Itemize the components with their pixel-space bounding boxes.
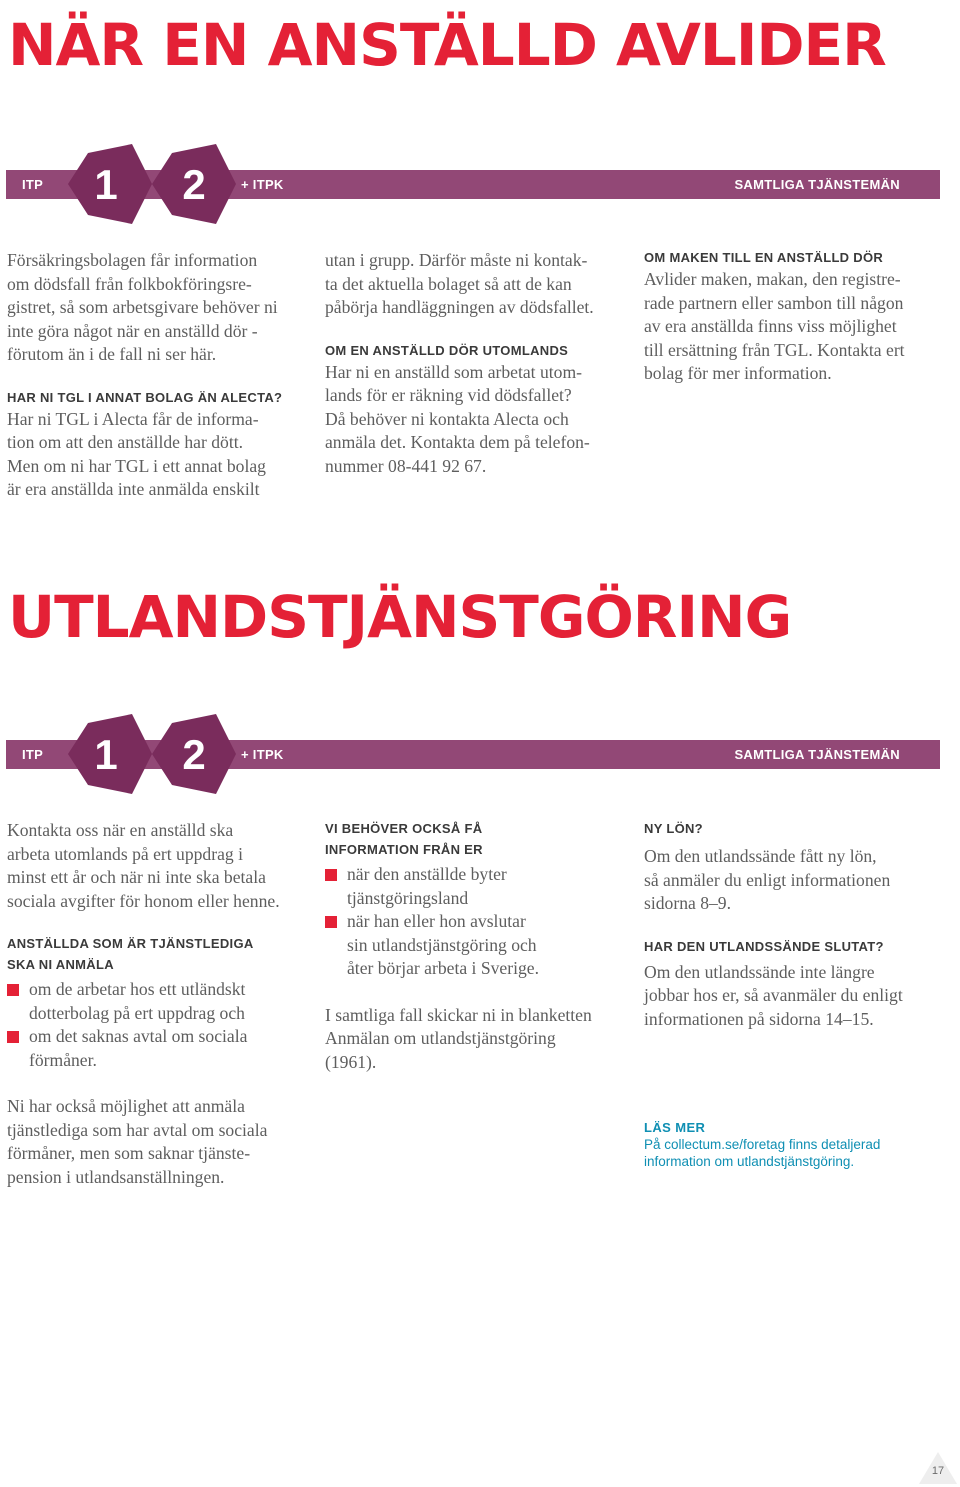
plan-bar xyxy=(6,731,940,778)
hexagon-1-number: 1 xyxy=(94,731,118,778)
subheading: HAR NI TGL I ANNAT BOLAG ÄN ALECTA? xyxy=(7,389,283,405)
paragraph-line: gistret, så som arbetsgivare behöver ni xyxy=(7,297,278,317)
paragraph-line: minst ett år och när ni inte ska betala xyxy=(7,867,266,887)
bullet-line: förmåner. xyxy=(29,1049,97,1070)
bar-itp-label: ITP xyxy=(22,177,44,192)
paragraph-line: förmåner, men som saknar tjänste- xyxy=(7,1143,251,1163)
paragraph-line: sidorna 8–9. xyxy=(644,893,731,913)
paragraph-line: anmäla det. Kontakta dem på telefon- xyxy=(325,432,590,452)
paragraph-line: Om den utlandssände fått ny lön, xyxy=(644,846,877,866)
paragraph-line: tion om att den anställde har dött. xyxy=(7,432,243,452)
paragraph-line: ta det aktuella bolaget så att de kan xyxy=(325,273,572,294)
bullet-item xyxy=(7,1025,312,1072)
paragraph-line: I samtliga fall skickar ni in blanketten xyxy=(325,1004,592,1025)
paragraph-line: Då behöver ni kontakta Alecta och xyxy=(325,408,569,429)
bar-audience-label: SAMTLIGA TJÄNSTEMÄN xyxy=(734,177,900,192)
paragraph-line: om dödsfall från folkbokföringsre- xyxy=(7,273,252,294)
paragraph-line: sociala avgifter för honom eller henne. xyxy=(7,890,280,911)
paragraph-line: informationen på sidorna 14–15. xyxy=(644,1008,874,1029)
subheading: NY LÖN? xyxy=(644,821,703,836)
s2-column-1 xyxy=(7,819,312,1189)
paragraph-line: Kontakta oss när en anställd ska xyxy=(7,820,234,840)
paragraph-line: Ni har också möjlighet att anmäla xyxy=(7,1096,245,1116)
bullet-item xyxy=(325,910,630,981)
page-number: 17 xyxy=(931,1465,945,1477)
section-title-utlandstjanstgoring: UTLANDSTJÄNSTGÖRING xyxy=(8,583,792,651)
paragraph-line: bolag för mer information. xyxy=(644,363,832,383)
bullet-item xyxy=(325,863,630,910)
paragraph-line: (1961). xyxy=(325,1051,377,1072)
paragraph-line: nummer 08-441 92 67. xyxy=(325,455,487,476)
subheading: SKA NI ANMÄLA xyxy=(7,957,114,972)
page-number-badge xyxy=(917,1450,959,1486)
paragraph-line: arbeta utomlands på ert uppdrag i xyxy=(7,843,243,864)
hexagon-badges xyxy=(62,144,242,224)
paragraph-line: Försäkringsbolagen får information xyxy=(7,250,258,270)
subheading: VI BEHÖVER OCKSÅ FÅ xyxy=(325,821,483,836)
bullet-line: dotterbolag på ert uppdrag och xyxy=(29,1002,245,1023)
hexagon-2-number: 2 xyxy=(182,731,206,778)
bullet-line: när den anställde byter xyxy=(347,864,507,884)
paragraph-line: Har ni TGL i Alecta får de informa- xyxy=(7,408,259,429)
paragraph-line: Men om ni har TGL i ett annat bolag xyxy=(7,455,266,476)
s1-column-2 xyxy=(325,249,625,478)
subheading: HAR DEN UTLANDSSÄNDE SLUTAT? xyxy=(644,938,884,954)
bullet-square-icon xyxy=(325,916,337,928)
paragraph-line: Om den utlandssände inte längre xyxy=(644,961,875,982)
hexagon-badges xyxy=(62,714,242,794)
paragraph-line: tjänstlediga som har avtal om sociala xyxy=(7,1119,268,1140)
paragraph-line: inte göra något när en anställd dör - xyxy=(7,320,258,341)
bar-itpk-label: + ITPK xyxy=(241,747,284,762)
s1-column-3 xyxy=(644,247,944,386)
bullet-line: om det saknas avtal om sociala xyxy=(29,1026,248,1046)
paragraph-line: påbörja handläggningen av dödsfallet. xyxy=(325,297,594,317)
paragraph-line: lands för er räkning vid dödsfallet? xyxy=(325,385,572,405)
paragraph-line: till ersättning från TGL. Kontakta ert xyxy=(644,339,905,360)
paragraph-line: av era anställda finns viss möjlighet xyxy=(644,316,897,336)
bullet-square-icon xyxy=(325,869,337,881)
bar-audience-label: SAMTLIGA TJÄNSTEMÄN xyxy=(734,747,900,762)
subheading: OM MAKEN TILL EN ANSTÄLLD DÖR xyxy=(644,250,884,265)
paragraph-line: förutom än i de fall ni ser här. xyxy=(7,344,217,364)
s1-column-1 xyxy=(7,249,307,502)
read-more-line: information om utlandstjänstgöring. xyxy=(644,1154,855,1169)
bullet-line: när han eller hon avslutar xyxy=(347,911,526,931)
bullet-line: åter börjar arbeta i Sverige. xyxy=(347,958,539,978)
bullet-item xyxy=(7,978,312,1025)
subheading: ANSTÄLLDA SOM ÄR TJÄNSTLEDIGA xyxy=(7,936,254,951)
read-more-link[interactable]: På collectum.se/foretag finns detaljerad xyxy=(644,1137,881,1152)
bullet-square-icon xyxy=(7,1031,19,1043)
bar-itpk-label: + ITPK xyxy=(241,177,284,192)
subheading: OM EN ANSTÄLLD DÖR UTOMLANDS xyxy=(325,342,569,358)
paragraph-line: rade partnern eller sambon till någon xyxy=(644,292,904,313)
paragraph-line: utan i grupp. Därför måste ni kontak- xyxy=(325,250,588,270)
paragraph-line: så anmäler du enligt informationen xyxy=(644,869,891,890)
paragraph-line: är era anställda inte anmälda enskilt xyxy=(7,479,260,499)
read-more-box xyxy=(644,1119,944,1170)
bullet-line: sin utlandstjänstgöring och xyxy=(347,934,537,955)
paragraph-line: Anmälan om utlandstjänstgöring xyxy=(325,1028,556,1048)
section-title-avlider: NÄR EN ANSTÄLLD AVLIDER xyxy=(8,11,886,79)
s2-column-2 xyxy=(325,818,630,1074)
paragraph-line: jobbar hos er, så avanmäler du enligt xyxy=(644,985,903,1005)
hexagon-2-number: 2 xyxy=(182,161,206,208)
bar-itp-label: ITP xyxy=(22,747,44,762)
bullet-line: om de arbetar hos ett utländskt xyxy=(29,979,246,999)
read-more-heading: LÄS MER xyxy=(644,1120,706,1135)
bullet-line: tjänstgöringsland xyxy=(347,887,469,908)
subheading: INFORMATION FRÅN ER xyxy=(325,842,483,857)
s2-column-3 xyxy=(644,818,944,1031)
paragraph-line: Har ni en anställd som arbetat utom- xyxy=(325,361,582,382)
bullet-square-icon xyxy=(7,984,19,996)
paragraph-line: pension i utlandsanställningen. xyxy=(7,1166,225,1187)
paragraph-line: Avlider maken, makan, den registre- xyxy=(644,269,901,289)
hexagon-1-number: 1 xyxy=(94,161,118,208)
plan-bar xyxy=(6,161,940,208)
